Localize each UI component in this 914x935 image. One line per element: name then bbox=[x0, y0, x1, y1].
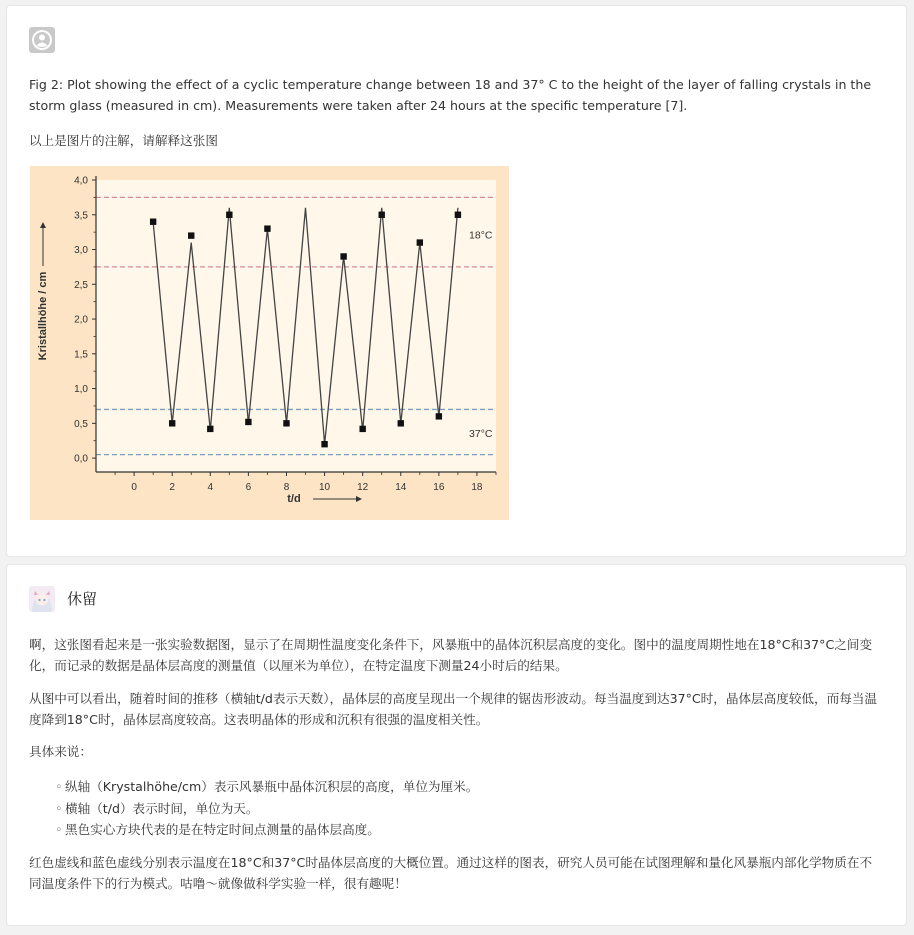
y-tick-label: 2,5 bbox=[74, 279, 88, 291]
data-point-marker bbox=[398, 420, 404, 426]
x-tick-label: 2 bbox=[169, 482, 175, 493]
list-item bbox=[55, 798, 259, 819]
list-item-text: 横轴（t/d）表示时间，单位为天。 bbox=[65, 801, 259, 816]
x-tick-label: 14 bbox=[395, 482, 407, 493]
answer-paragraph: 具体来说： bbox=[29, 744, 92, 759]
y-tick-label: 3,0 bbox=[74, 245, 88, 257]
data-point-marker bbox=[321, 441, 327, 447]
assistant-avatar-icon bbox=[29, 586, 55, 612]
x-tick-label: 12 bbox=[357, 482, 369, 493]
data-point-marker bbox=[436, 413, 442, 419]
list-item bbox=[55, 819, 380, 840]
data-point-marker bbox=[359, 426, 365, 432]
x-tick-label: 4 bbox=[207, 482, 214, 493]
answer-paragraph: 从图中可以看出，随着时间的推移（横轴t/d表示天数），晶体层的高度呈现出一个规律的锯齿形波动。每当温度到达37°C时，晶体层高度较低，而每当温度降到18°C时，晶体层高度较高。这表明晶体的形成和沉积有很强的温度相关性。 bbox=[29, 691, 877, 727]
data-point-marker bbox=[169, 420, 175, 426]
crystal-height-chart bbox=[30, 166, 509, 520]
answer-paragraph: 红色虚线和蓝色虚线分别表示温度在18°C和37°C时晶体层高度的大概位置。通过这样的图表，研究人员可能在试图理解和量化风暴瓶内部化学物质在不同温度条件下的行为模式。咕噜～就像做科学实验一样，很有趣呢！ bbox=[29, 855, 873, 891]
data-point-marker bbox=[245, 419, 251, 425]
bullet-icon: ◦ bbox=[55, 822, 63, 837]
list-item bbox=[55, 776, 478, 797]
figure-caption-text: Fig 2: Plot showing the effect of a cyclic temperature change between 18 and 37° C to the height of the layer of falling crystals in the storm glass (measured in cm). Measurements were taken after 24 hours at the specific temperature [7]. bbox=[29, 77, 872, 113]
y-axis-label: Kristallhöhe / cm bbox=[37, 271, 49, 361]
y-tick-label: 0,5 bbox=[74, 418, 88, 430]
data-point-marker bbox=[264, 225, 270, 231]
x-tick-label: 16 bbox=[433, 482, 445, 493]
temperature-annotation: 37°C bbox=[469, 427, 493, 440]
user-message-card bbox=[6, 5, 907, 557]
data-point-marker bbox=[226, 212, 232, 218]
x-tick-label: 18 bbox=[471, 482, 483, 493]
data-point-marker bbox=[379, 212, 385, 218]
y-tick-label: 2,0 bbox=[74, 314, 88, 326]
x-axis-arrowhead bbox=[356, 496, 362, 502]
x-tick-label: 0 bbox=[131, 482, 137, 493]
user-avatar-icon bbox=[29, 27, 55, 53]
x-tick-label: 10 bbox=[319, 482, 331, 493]
y-tick-label: 1,5 bbox=[74, 349, 88, 361]
assistant-name: 休留 bbox=[67, 590, 98, 608]
data-point-marker bbox=[188, 232, 194, 238]
assistant-message-card bbox=[6, 564, 907, 926]
x-axis-label: t/d bbox=[287, 493, 301, 505]
x-tick-label: 6 bbox=[245, 482, 252, 493]
list-item-text: 纵轴（Krystalhöhe/cm）表示风暴瓶中晶体沉积层的高度，单位为厘米。 bbox=[65, 779, 479, 794]
user-question-text: 以上是图片的注解，请解释这张图 bbox=[29, 133, 218, 148]
y-tick-label: 1,0 bbox=[74, 384, 88, 396]
data-point-marker bbox=[417, 239, 423, 245]
y-tick-label: 4,0 bbox=[74, 175, 88, 187]
data-point-marker bbox=[340, 253, 346, 259]
list-item-text: 黑色实心方块代表的是在特定时间点测量的晶体层高度。 bbox=[65, 822, 380, 837]
data-point-marker bbox=[283, 420, 289, 426]
bullet-icon: ◦ bbox=[55, 801, 63, 816]
temperature-annotation: 18°C bbox=[469, 229, 493, 242]
y-axis-arrowhead bbox=[40, 222, 46, 228]
data-point-marker bbox=[207, 426, 213, 432]
bullet-icon: ◦ bbox=[55, 779, 63, 794]
data-point-marker bbox=[150, 219, 156, 225]
answer-paragraph: 啊，这张图看起来是一张实验数据图，显示了在周期性温度变化条件下，风暴瓶中的晶体沉积层高度的变化。图中的温度周期性地在18°C和37°C之间变化，而记录的数据是晶体层高度的测量值（以厘米为单位），在特定温度下测量24小时后的结果。 bbox=[29, 637, 873, 673]
data-point-marker bbox=[455, 212, 461, 218]
y-tick-label: 3,5 bbox=[74, 210, 88, 222]
y-tick-label: 0,0 bbox=[74, 453, 88, 465]
chart-svg bbox=[30, 166, 509, 520]
x-tick-label: 8 bbox=[283, 482, 290, 493]
